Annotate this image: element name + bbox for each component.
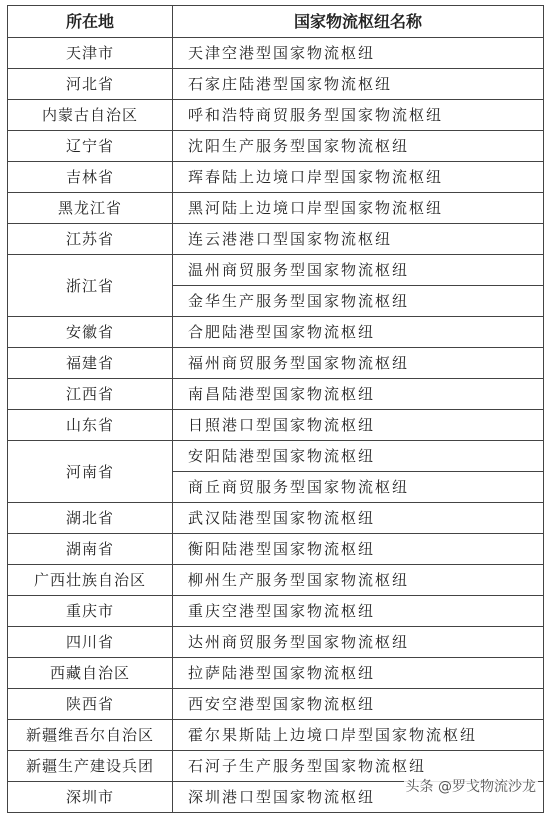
table-row (8, 317, 544, 348)
watermark-text: 头条 @罗戈物流沙龙 (404, 776, 538, 796)
cell-province: 黑龙江省 (8, 193, 173, 224)
cell-hub-name: 柳州生产服务型国家物流枢纽 (173, 565, 544, 596)
cell-province: 浙江省 (8, 255, 173, 317)
cell-hub-name: 重庆空港型国家物流枢纽 (173, 596, 544, 627)
table-row (8, 503, 544, 534)
table-row (8, 658, 544, 689)
table-row (8, 348, 544, 379)
table-row (8, 69, 544, 100)
cell-province: 重庆市 (8, 596, 173, 627)
table-row (8, 224, 544, 255)
cell-hub-name: 珲春陆上边境口岸型国家物流枢纽 (173, 162, 544, 193)
table-row (8, 255, 544, 286)
hub-table-container (7, 5, 543, 813)
cell-province: 内蒙古自治区 (8, 100, 173, 131)
table-row (8, 410, 544, 441)
cell-hub-name: 天津空港型国家物流枢纽 (173, 38, 544, 69)
table-row (8, 193, 544, 224)
cell-province: 湖北省 (8, 503, 173, 534)
cell-hub-name: 达州商贸服务型国家物流枢纽 (173, 627, 544, 658)
cell-province: 新疆生产建设兵团 (8, 751, 173, 782)
cell-province: 深圳市 (8, 782, 173, 813)
cell-hub-name: 温州商贸服务型国家物流枢纽 (173, 255, 544, 286)
cell-hub-name: 石河子生产服务型国家物流枢纽 (173, 751, 544, 782)
cell-hub-name: 霍尔果斯陆上边境口岸型国家物流枢纽 (173, 720, 544, 751)
cell-province: 江西省 (8, 379, 173, 410)
table-row (8, 596, 544, 627)
table-row (8, 565, 544, 596)
cell-province: 辽宁省 (8, 131, 173, 162)
cell-hub-name: 沈阳生产服务型国家物流枢纽 (173, 131, 544, 162)
cell-province: 陕西省 (8, 689, 173, 720)
table-body (8, 38, 544, 813)
table-row (8, 627, 544, 658)
cell-hub-name: 安阳陆港型国家物流枢纽 (173, 441, 544, 472)
header-province: 所在地 (8, 6, 173, 38)
cell-hub-name: 西安空港型国家物流枢纽 (173, 689, 544, 720)
cell-hub-name: 福州商贸服务型国家物流枢纽 (173, 348, 544, 379)
cell-province: 福建省 (8, 348, 173, 379)
cell-hub-name: 合肥陆港型国家物流枢纽 (173, 317, 544, 348)
cell-province: 吉林省 (8, 162, 173, 193)
cell-province: 四川省 (8, 627, 173, 658)
table-row (8, 534, 544, 565)
cell-hub-name: 黑河陆上边境口岸型国家物流枢纽 (173, 193, 544, 224)
cell-province: 江苏省 (8, 224, 173, 255)
cell-province: 安徽省 (8, 317, 173, 348)
cell-province: 河北省 (8, 69, 173, 100)
logistics-hub-table (7, 5, 544, 813)
table-row (8, 720, 544, 751)
table-row (8, 38, 544, 69)
cell-hub-name: 金华生产服务型国家物流枢纽 (173, 286, 544, 317)
header-hub-name: 国家物流枢纽名称 (173, 6, 544, 38)
cell-hub-name: 深圳港口型国家物流枢纽 (173, 782, 544, 813)
cell-hub-name: 衡阳陆港型国家物流枢纽 (173, 534, 544, 565)
cell-hub-name: 商丘商贸服务型国家物流枢纽 (173, 472, 544, 503)
table-row (8, 441, 544, 472)
table-row (8, 379, 544, 410)
table-header-row (8, 6, 544, 38)
table-row (8, 162, 544, 193)
cell-province: 西藏自治区 (8, 658, 173, 689)
cell-province: 广西壮族自治区 (8, 565, 173, 596)
table-row (8, 100, 544, 131)
cell-province: 新疆维吾尔自治区 (8, 720, 173, 751)
cell-hub-name: 拉萨陆港型国家物流枢纽 (173, 658, 544, 689)
cell-province: 天津市 (8, 38, 173, 69)
table-row (8, 131, 544, 162)
table-row (8, 689, 544, 720)
cell-hub-name: 南昌陆港型国家物流枢纽 (173, 379, 544, 410)
cell-hub-name: 日照港口型国家物流枢纽 (173, 410, 544, 441)
cell-hub-name: 呼和浩特商贸服务型国家物流枢纽 (173, 100, 544, 131)
cell-province: 山东省 (8, 410, 173, 441)
cell-hub-name: 石家庄陆港型国家物流枢纽 (173, 69, 544, 100)
cell-province: 湖南省 (8, 534, 173, 565)
cell-province: 河南省 (8, 441, 173, 503)
cell-hub-name: 连云港港口型国家物流枢纽 (173, 224, 544, 255)
cell-hub-name: 武汉陆港型国家物流枢纽 (173, 503, 544, 534)
